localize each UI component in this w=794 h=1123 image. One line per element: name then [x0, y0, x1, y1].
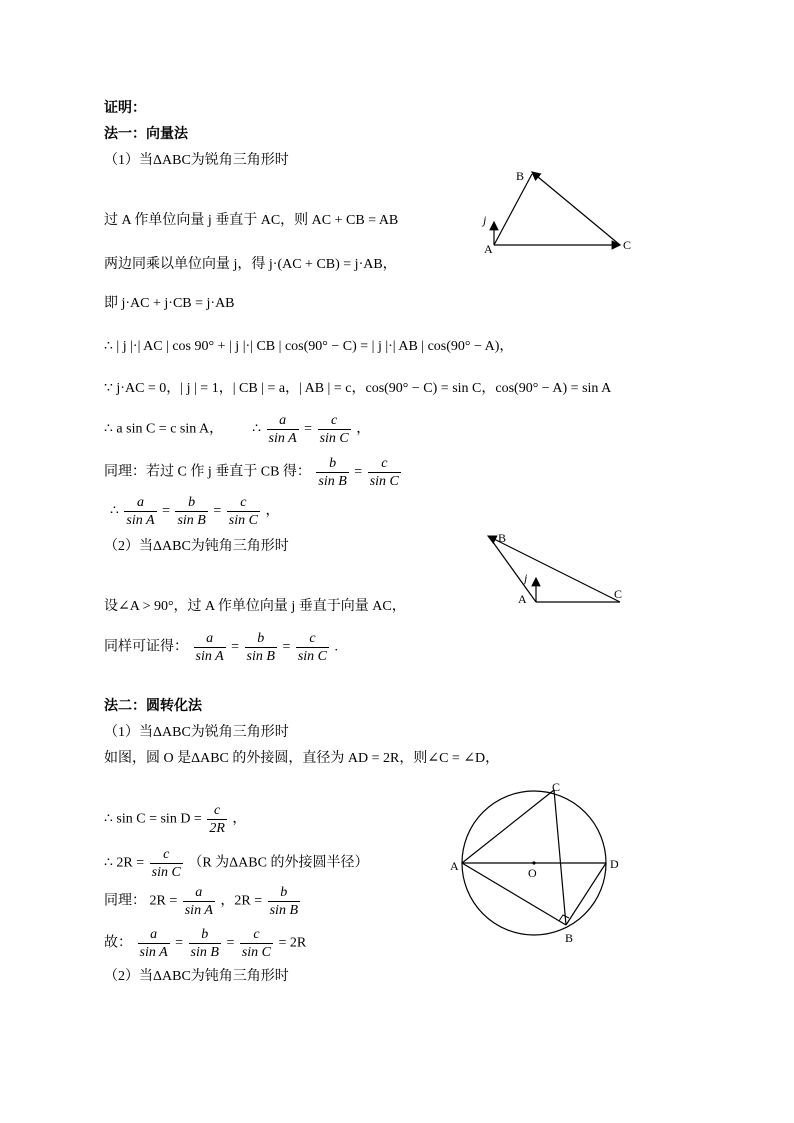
method1-title: 法一：向量法: [104, 127, 188, 142]
fraction-a-sinA: $\frac{a}{\text{sin A}}$: [139, 927, 168, 960]
fraction-b-sinB: $\frac{b}{\text{sin B}}$: [269, 885, 298, 918]
method1-line9: 设∠A > 90°，过 A 作单位向量 j 垂直于向量 AC，: [104, 599, 406, 614]
label-b: B: [498, 531, 507, 545]
method1-line1: 过 A 作单位向量 j 垂直于 AC，则 AC + CB = AB: [104, 213, 399, 228]
label-c: C: [552, 780, 561, 794]
method2-line4: 同理： 2R = $\frac{a}{\text{sin A}}$ ，2R = $\frac{b}{\text{sin B}}$: [104, 885, 298, 918]
method1-line3: 即 j·AC + j·CB = j·AB: [104, 296, 235, 311]
label-b: B: [565, 931, 574, 945]
label-j: j: [524, 571, 528, 585]
label-c: C: [623, 238, 632, 252]
fraction-c-sinC: $\frac{c}{\text{sin C}}$: [319, 413, 349, 446]
proof-heading: 证明：: [104, 101, 146, 116]
fraction-a-sinA: $\frac{a}{\text{sin A}}$: [195, 631, 224, 664]
side-cb: [488, 536, 623, 602]
label-c: C: [614, 587, 623, 601]
fraction-c-2R: $\frac{c}{2R}$: [209, 803, 225, 836]
fraction-b-sinB: $\frac{b}{\text{sin B}}$: [246, 631, 275, 664]
label-o: O: [528, 866, 537, 880]
side-ab: [462, 863, 566, 925]
figure-circumcircle: [446, 775, 626, 947]
label-j: j: [483, 213, 487, 227]
line6-therefore: ∴: [252, 421, 262, 437]
label-b: B: [516, 169, 525, 183]
line6-a: ∴ a sin C = c sin A，: [104, 421, 224, 437]
figure-obtuse-triangle: [480, 528, 630, 610]
fraction-c-sinC: $\frac{c}{\text{sin C}}$: [241, 927, 272, 960]
fraction-c-sinC: $\frac{c}{\text{sin C}}$: [369, 456, 399, 489]
fraction-b-sinB: $\frac{b}{\text{sin B}}$: [177, 495, 206, 528]
line7-text: 同理：若过 C 作 j 垂直于 CB 得：: [104, 464, 311, 480]
method1-case2: （2）当ΔABC为钝角三角形时: [104, 539, 289, 554]
method2-line2: ∴ sin C = sin D = $\frac{c}{2R}$ ，: [104, 803, 247, 836]
right-angle-mark: [559, 915, 569, 921]
label-a: A: [518, 592, 527, 606]
side-ab: [490, 538, 536, 602]
center-o: [532, 861, 535, 864]
label-d: D: [610, 857, 619, 871]
label-a: A: [484, 242, 493, 256]
method1-line5: ∵ j·AC = 0，| j | = 1，| CB | = a，| AB | = c，cos(90° − C) = sin C，cos(90° − A) = sin A: [104, 381, 612, 396]
method2-case1: （1）当ΔABC为锐角三角形时: [104, 725, 289, 740]
fraction-a-sinA: $\frac{a}{\text{sin A}}$: [184, 885, 213, 918]
method2-title: 法二：圆转化法: [104, 699, 202, 714]
method1-line2: 两边同乘以单位向量 j，得 j·(AC + CB) = j·AB，: [104, 257, 397, 272]
fraction-c-sinC: $\frac{c}{\text{sin C}}$: [297, 631, 328, 664]
fraction-c-sinC: $\frac{c}{\text{sin C}}$: [228, 495, 258, 528]
method1-case1: （1）当ΔABC为锐角三角形时: [104, 153, 289, 168]
fraction-b-sinB: $\frac{b}{\text{sin B}}$: [318, 456, 347, 489]
method2-case2: （2）当ΔABC为钝角三角形时: [104, 969, 289, 984]
fraction-c-sinC: $\frac{c}{\text{sin C}}$: [151, 847, 181, 880]
method2-line1: 如图，圆 O 是ΔABC 的外接圆，直径为 AD = 2R，则∠C = ∠D，: [104, 751, 500, 766]
method1-line8: ∴ $\frac{a}{\text{sin A}}$ = $\frac{b}{\text{sin B}}$ = $\frac{c}{\text{sin C}}$ ，: [110, 495, 280, 528]
fraction-a-sinA: $\frac{a}{\text{sin A}}$: [268, 413, 297, 446]
method2-line3: ∴ 2R = $\frac{c}{\text{sin C}}$ （R 为ΔABC 的外接圆半径）: [104, 847, 369, 880]
label-a: A: [450, 859, 459, 873]
method1-line4: ∴ | j |·| AC | cos 90° + | j |·| CB | cos(90° − C) = | j |·| AB | cos(90° − A)，: [104, 339, 514, 354]
method2-line5: 故： $\frac{a}{\text{sin A}}$ = $\frac{b}{\text{sin B}}$ = $\frac{c}{\text{sin C}}$ = 2R: [104, 927, 307, 960]
side-ab: [494, 174, 532, 245]
fraction-a-sinA: $\frac{a}{\text{sin A}}$: [126, 495, 155, 528]
method1-line7: 同理：若过 C 作 j 垂直于 CB 得： $\frac{b}{\text{sin B}}$ = $\frac{c}{\text{sin C}}$: [104, 456, 399, 489]
side-cb: [532, 172, 620, 245]
side-cb: [554, 790, 566, 925]
chord-bd: [566, 863, 606, 925]
side-ac: [462, 790, 554, 863]
figure-acute-triangle: [470, 160, 640, 260]
method1-line6: ∴ a sin C = c sin A， ∴ $\frac{a}{\text{sin A}}$ = $\frac{c}{\text{sin C}}$ ，: [104, 413, 371, 446]
method1-line10: 同样可证得： $\frac{a}{\text{sin A}}$ = $\frac{b}{\text{sin B}}$ = $\frac{c}{\text{sin C}}$ .: [104, 631, 339, 664]
fraction-b-sinB: $\frac{b}{\text{sin B}}$: [190, 927, 219, 960]
